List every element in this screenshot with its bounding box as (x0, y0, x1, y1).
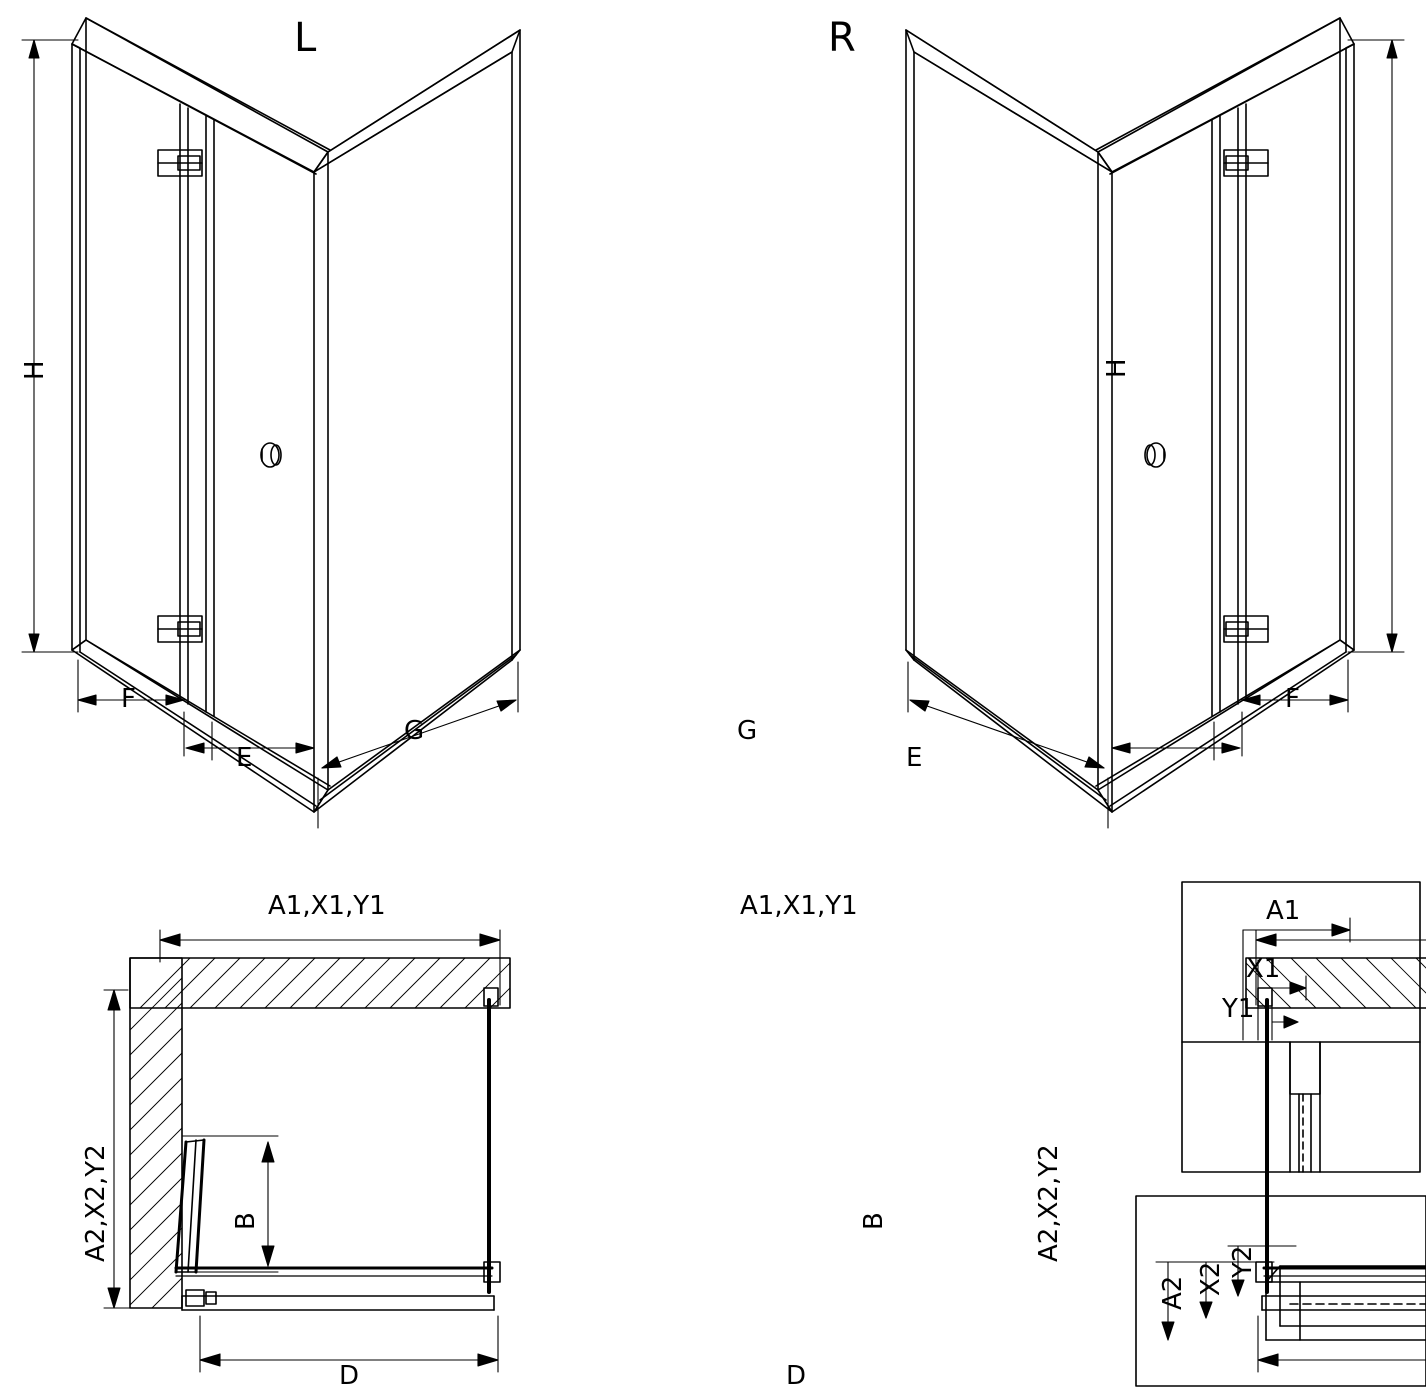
iso-view-right (906, 18, 1404, 828)
detail-dim-label-y2: Y2 (1228, 1245, 1258, 1278)
iso-view-left (22, 15, 520, 828)
dim-label-f-right: F (1285, 684, 1300, 714)
dim-label-a2x2y2-right: A2,X2,Y2 (1034, 1144, 1064, 1262)
detail-dim-label-a2: A2 (1158, 1275, 1188, 1310)
dim-label-h-left: H (20, 360, 50, 380)
dim-label-a1x1y1-right: A1,X1,Y1 (740, 891, 858, 921)
dim-label-b-right: B (859, 1212, 889, 1230)
dim-label-h-right: H (1102, 358, 1132, 378)
dim-label-b-left: B (231, 1212, 261, 1230)
title-left-variant: L (294, 15, 317, 61)
dim-label-a1x1y1-left: A1,X1,Y1 (268, 891, 386, 921)
detail-dim-label-a1: A1 (1266, 896, 1301, 926)
detail-dim-label-y1: Y1 (1222, 994, 1255, 1024)
plan-view-right (1246, 930, 1426, 1372)
door-handle-right (1145, 443, 1165, 467)
title-right-variant: R (828, 15, 856, 61)
detail-dim-label-x1: X1 (1246, 954, 1281, 984)
detail-view-top (1182, 882, 1420, 1172)
dim-label-g-right: G (737, 716, 758, 746)
plan-view-left (104, 930, 510, 1372)
detail-dim-label-x2: X2 (1196, 1261, 1226, 1296)
dim-label-e-right: E (906, 743, 923, 773)
dim-label-e-left: E (236, 743, 253, 773)
dim-label-f-left: F (121, 684, 136, 714)
dim-label-d-left: D (339, 1361, 360, 1391)
dim-label-g-left: G (404, 716, 425, 746)
dim-label-d-right: D (786, 1361, 807, 1391)
door-handle-left (261, 443, 281, 467)
dim-label-a2x2y2-left: A2,X2,Y2 (81, 1144, 111, 1262)
